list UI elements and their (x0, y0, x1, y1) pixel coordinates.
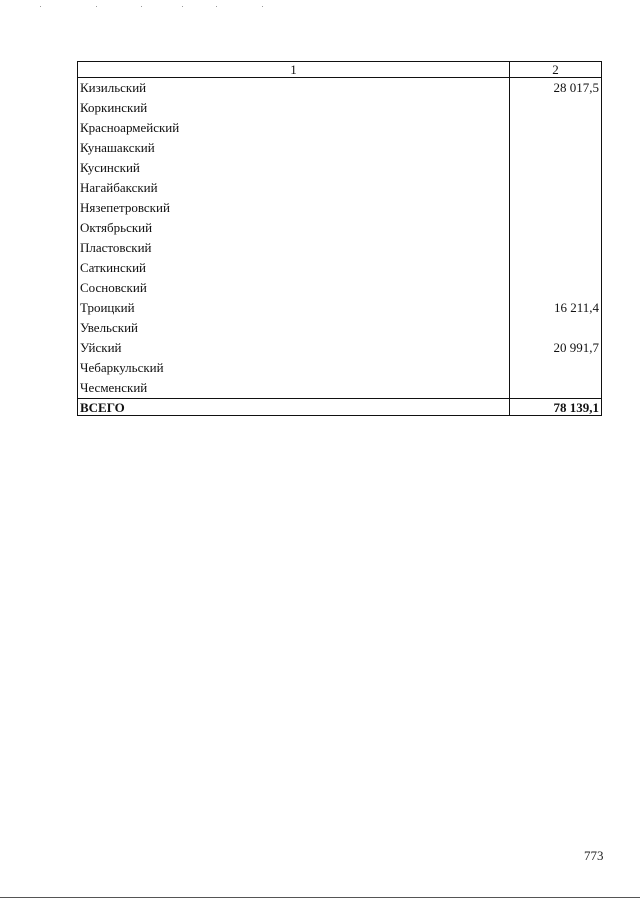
district-amount (510, 98, 602, 118)
column-header-2: 2 (510, 62, 602, 78)
table-row (78, 178, 602, 198)
page-number: 773 (584, 848, 604, 863)
total-amount: 78 139,1 (510, 399, 602, 416)
district-amount (510, 278, 602, 298)
table-row (78, 278, 602, 298)
district-amount (510, 138, 602, 158)
table-row (78, 258, 602, 278)
district-name: Кизильский (78, 78, 510, 99)
district-amount: 28 017,5 (510, 78, 602, 99)
district-amount (510, 258, 602, 278)
district-name: Уйский (78, 338, 510, 358)
bottom-scan-edge (0, 897, 640, 898)
table-row (78, 158, 602, 178)
district-amount (510, 238, 602, 258)
district-amount (510, 118, 602, 138)
district-name: Увельский (78, 318, 510, 338)
district-name: Пластовский (78, 238, 510, 258)
district-name: Нагайбакский (78, 178, 510, 198)
district-name: Троицкий (78, 298, 510, 318)
district-amount (510, 198, 602, 218)
district-amount (510, 318, 602, 338)
district-amount: 16 211,4 (510, 298, 602, 318)
district-name: Чесменский (78, 378, 510, 399)
district-name: Красноармейский (78, 118, 510, 138)
scan-artifact-dots (0, 6, 640, 8)
district-name: Саткинский (78, 258, 510, 278)
table-row (78, 298, 602, 318)
table-header-row (78, 62, 602, 78)
district-amount (510, 218, 602, 238)
district-name: Чебаркульский (78, 358, 510, 378)
district-name: Сосновский (78, 278, 510, 298)
budget-table (77, 61, 602, 416)
table-row (78, 318, 602, 338)
table-row (78, 98, 602, 118)
column-header-1: 1 (78, 62, 510, 78)
table-row (78, 118, 602, 138)
district-name: Кунашакский (78, 138, 510, 158)
table-row (78, 378, 602, 399)
total-label: ВСЕГО (78, 399, 510, 416)
district-name: Кусинский (78, 158, 510, 178)
district-amount (510, 358, 602, 378)
table-row (78, 138, 602, 158)
table-row (78, 198, 602, 218)
district-name: Нязепетровский (78, 198, 510, 218)
total-row (78, 399, 602, 416)
table-row (78, 78, 602, 99)
table-row (78, 238, 602, 258)
district-name: Коркинский (78, 98, 510, 118)
district-amount: 20 991,7 (510, 338, 602, 358)
district-amount (510, 158, 602, 178)
district-amount (510, 178, 602, 198)
district-name: Октябрьский (78, 218, 510, 238)
district-amount (510, 378, 602, 399)
table-row (78, 218, 602, 238)
table-row (78, 358, 602, 378)
table-row (78, 338, 602, 358)
